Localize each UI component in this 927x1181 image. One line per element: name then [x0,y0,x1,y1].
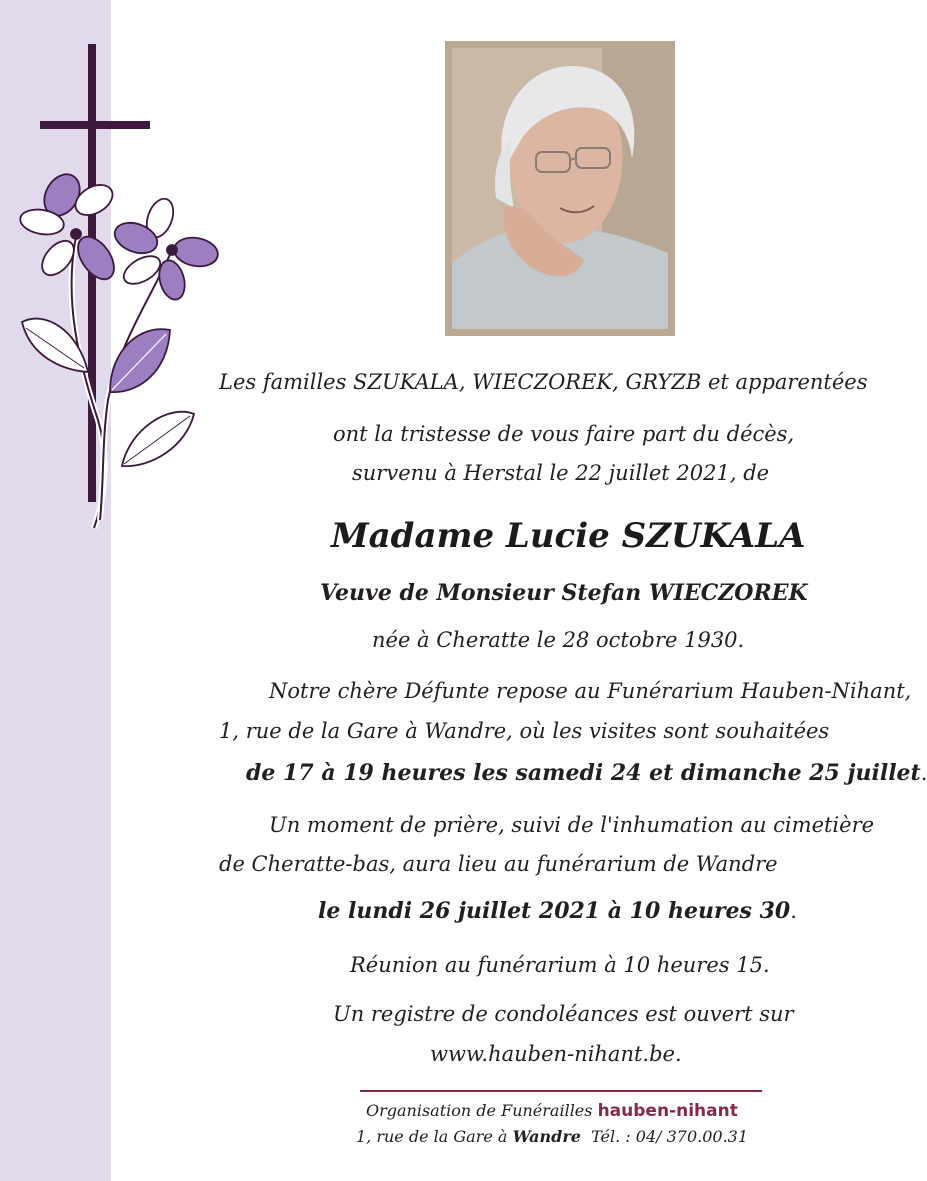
prayer-line-2: de Cheratte-bas, aura lieu au funérarium de Wandre [219,852,778,876]
visits-line [246,759,927,787]
visits-text: de 17 à 19 heures les samedi 24 et dimanche 25 juillet [246,760,921,786]
footer-divider [360,1090,762,1092]
birth-line: née à Cheratte le 28 octobre 1930. [372,628,745,652]
footer-org-prefix: Organisation de Funérailles [366,1101,593,1120]
rest-line-2: 1, rue de la Gare à Wandre, où les visites sont souhaitées [219,719,830,743]
footer-address-prefix: 1, rue de la Gare à [356,1127,508,1146]
registry-line: Un registre de condoléances est ouvert sur [333,1002,794,1026]
portrait-photo [452,48,668,329]
brand-logo: hauben-nihant [597,1101,738,1121]
prayer-line-1: Un moment de prière, suivi de l'inhumation au cimetière [269,813,875,837]
deceased-name: Madame Lucie SZUKALA [331,516,806,556]
families-line: Les familles SZUKALA, WIECZOREK, GRYZB et apparentées [219,370,868,394]
widow-line: Veuve de Monsieur Stefan WIECZOREK [320,580,808,606]
footer-address-city: Wandre [512,1127,581,1146]
ceremony-text: le lundi 26 juillet 2021 à 10 heures 30 [318,898,791,924]
website-link[interactable]: www.hauben-nihant.be. [430,1042,682,1066]
rest-line-1: Notre chère Défunte repose au Funérarium Hauben-Nihant, [269,679,912,703]
reunion-line: Réunion au funérarium à 10 heures 15. [350,953,770,977]
portrait-frame [445,41,675,336]
ceremony-line [318,897,797,925]
footer-organisation [366,1100,738,1122]
cross-with-violets-icon [0,0,230,540]
ceremony-end: . [790,899,797,923]
visits-end: . [920,761,927,785]
footer-phone: Tél. : 04/ 370.00.31 [591,1127,749,1146]
survenu-line: survenu à Herstal le 22 juillet 2021, de [352,461,770,485]
footer-address [356,1126,748,1148]
tristesse-line: ont la tristesse de vous faire part du décès, [333,422,795,446]
